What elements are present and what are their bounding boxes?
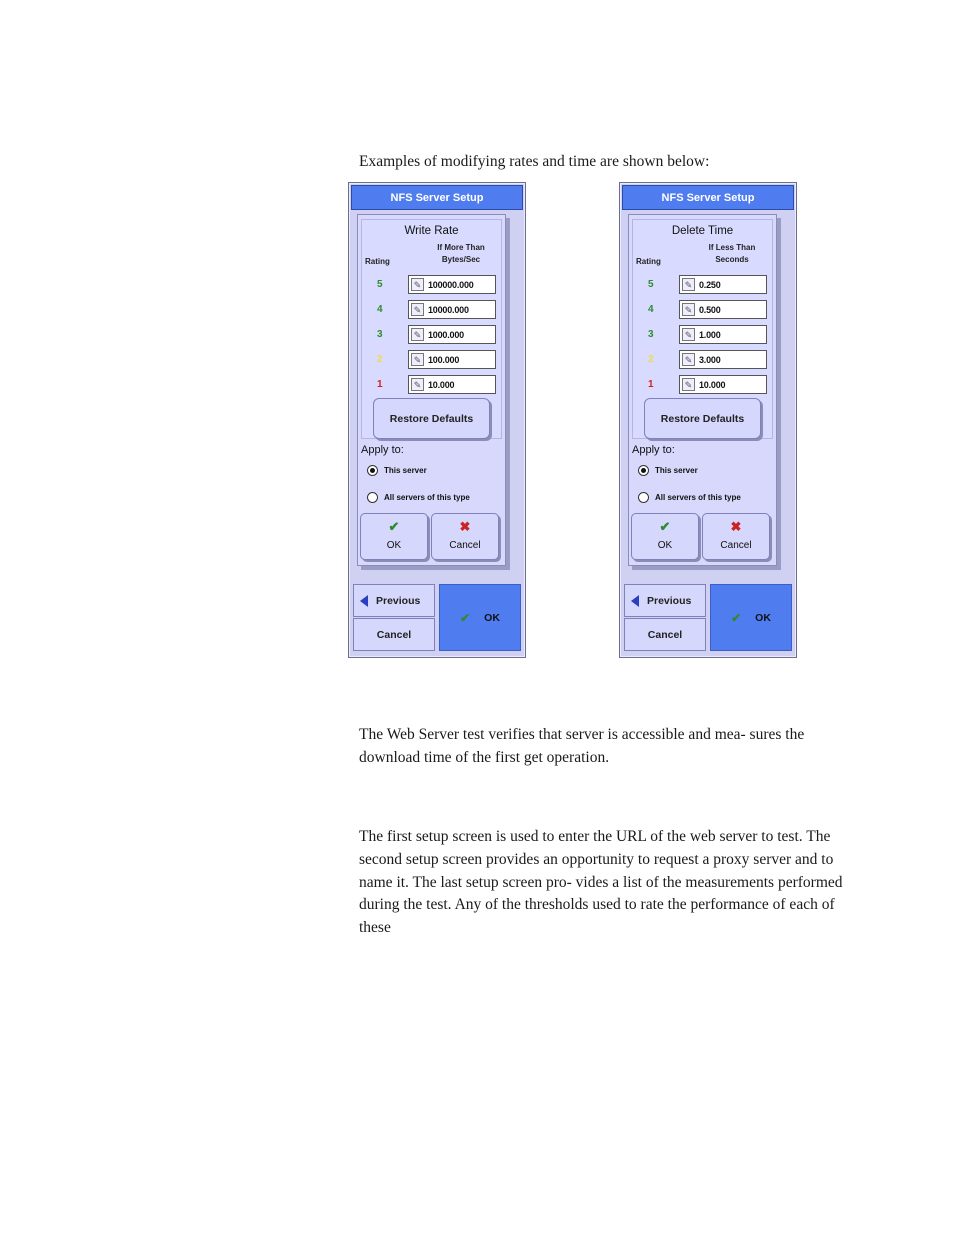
dialog-cancel-button[interactable]: ✖ Cancel: [702, 513, 770, 560]
edit-icon[interactable]: ✎: [682, 378, 695, 391]
rating-row-1: [633, 375, 772, 400]
restore-defaults-button[interactable]: Restore Defaults: [644, 398, 761, 439]
rating-number: 5: [377, 279, 383, 290]
rating-number: 1: [377, 379, 383, 390]
threshold-column-header: If Less Than Seconds: [708, 243, 756, 264]
checkmark-icon: ✔: [388, 519, 400, 534]
rating-row-3: [362, 325, 501, 350]
rating-number: 4: [648, 304, 654, 315]
radio-all-servers[interactable]: All servers of this type: [367, 492, 470, 503]
dialog-title: Delete Time: [671, 225, 734, 237]
rating-row-5: [362, 275, 501, 300]
threshold-field[interactable]: ✎ 10.000: [408, 375, 496, 394]
threshold-panel: [632, 219, 773, 439]
threshold-field[interactable]: ✎ 10.000: [679, 375, 767, 394]
wizard-nav: [624, 584, 792, 652]
threshold-field[interactable]: ✎ 10000.000: [408, 300, 496, 319]
checkmark-icon: ✔: [731, 610, 742, 625]
dialog-ok-button[interactable]: ✔ OK: [360, 513, 428, 560]
threshold-field[interactable]: ✎ 0.500: [679, 300, 767, 319]
previous-button[interactable]: Previous: [353, 584, 435, 617]
edit-icon[interactable]: ✎: [682, 353, 695, 366]
threshold-field[interactable]: ✎ 0.250: [679, 275, 767, 294]
wizard-nav: [353, 584, 521, 652]
x-icon: ✖: [730, 519, 742, 534]
rating-column-header: Rating: [365, 257, 390, 266]
checkmark-icon: ✔: [659, 519, 671, 534]
window-title: NFS Server Setup: [622, 185, 794, 210]
back-arrow-icon: [631, 595, 639, 607]
radio-unselected-icon[interactable]: [367, 492, 378, 503]
rating-number: 3: [377, 329, 383, 340]
rating-number: 2: [377, 354, 383, 365]
threshold-field[interactable]: ✎ 100.000: [408, 350, 496, 369]
threshold-column-header: If More Than Bytes/Sec: [437, 243, 485, 264]
screen-write-rate: [348, 182, 526, 658]
rating-number: 5: [648, 279, 654, 290]
checkmark-icon: ✔: [460, 610, 471, 625]
intro-text: Examples of modifying rates and time are shown below:: [359, 153, 710, 170]
dialog-title: Write Rate: [404, 225, 459, 237]
dialog-ok-button[interactable]: ✔ OK: [631, 513, 699, 560]
edit-icon[interactable]: ✎: [411, 303, 424, 316]
apply-to-label: Apply to:: [632, 444, 675, 456]
edit-icon[interactable]: ✎: [682, 303, 695, 316]
edit-icon[interactable]: ✎: [682, 328, 695, 341]
threshold-dialog: [357, 214, 506, 566]
threshold-field[interactable]: ✎ 100000.000: [408, 275, 496, 294]
restore-defaults-button[interactable]: Restore Defaults: [373, 398, 490, 439]
threshold-dialog: [628, 214, 777, 566]
rating-number: 1: [648, 379, 654, 390]
nav-ok-button[interactable]: ✔ OK: [439, 584, 521, 651]
setup-screens-paragraph: The first setup screen is used to enter the URL of the web server to test. The second setup screen provides an opportunity to request a proxy server and to name it. The last setup screen pro- vides a list of the measurements performed during the test. Any of the thresholds used to rate the performance of each of these: [359, 828, 843, 937]
rating-row-4: [362, 300, 501, 325]
edit-icon[interactable]: ✎: [411, 353, 424, 366]
nav-cancel-button[interactable]: Cancel: [624, 618, 706, 651]
previous-button[interactable]: Previous: [624, 584, 706, 617]
web-server-paragraph: The Web Server test verifies that server is accessible and mea- sures the download time of the first get operation.: [359, 726, 805, 766]
window-title: NFS Server Setup: [351, 185, 523, 210]
rating-number: 4: [377, 304, 383, 315]
radio-selected-icon[interactable]: [367, 465, 378, 476]
radio-all-servers[interactable]: All servers of this type: [638, 492, 741, 503]
rating-row-5: [633, 275, 772, 300]
radio-unselected-icon[interactable]: [638, 492, 649, 503]
rating-row-1: [362, 375, 501, 400]
apply-to-label: Apply to:: [361, 444, 404, 456]
dialog-cancel-button[interactable]: ✖ Cancel: [431, 513, 499, 560]
x-icon: ✖: [459, 519, 471, 534]
rating-row-2: [362, 350, 501, 375]
radio-this-server[interactable]: This server: [367, 465, 427, 476]
threshold-field[interactable]: ✎ 3.000: [679, 350, 767, 369]
threshold-field[interactable]: ✎ 1.000: [679, 325, 767, 344]
rating-number: 2: [648, 354, 654, 365]
edit-icon[interactable]: ✎: [411, 378, 424, 391]
edit-icon[interactable]: ✎: [411, 278, 424, 291]
edit-icon[interactable]: ✎: [411, 328, 424, 341]
threshold-field[interactable]: ✎ 1000.000: [408, 325, 496, 344]
screen-delete-time: [619, 182, 797, 658]
nav-ok-button[interactable]: ✔ OK: [710, 584, 792, 651]
rating-row-2: [633, 350, 772, 375]
edit-icon[interactable]: ✎: [682, 278, 695, 291]
rating-row-3: [633, 325, 772, 350]
rating-column-header: Rating: [636, 257, 661, 266]
back-arrow-icon: [360, 595, 368, 607]
radio-this-server[interactable]: This server: [638, 465, 698, 476]
threshold-panel: [361, 219, 502, 439]
radio-selected-icon[interactable]: [638, 465, 649, 476]
nav-cancel-button[interactable]: Cancel: [353, 618, 435, 651]
rating-row-4: [633, 300, 772, 325]
rating-number: 3: [648, 329, 654, 340]
